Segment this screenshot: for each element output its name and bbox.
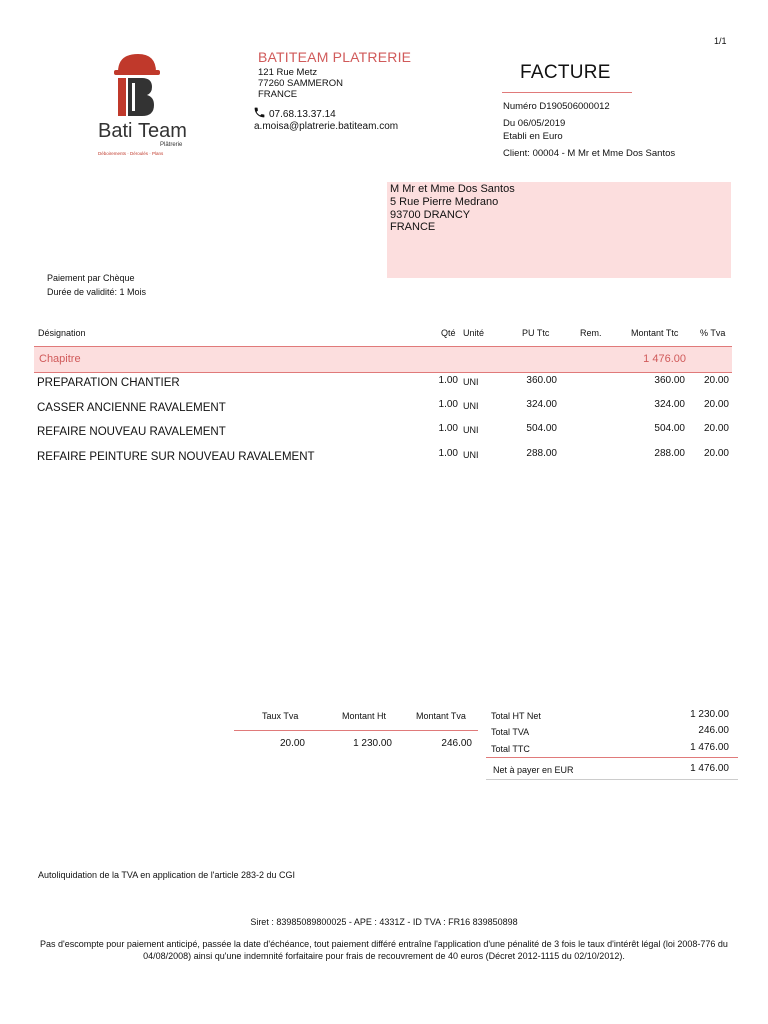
- company-country: FRANCE: [258, 89, 298, 100]
- payment-validity: Durée de validité: 1 Mois: [47, 287, 147, 297]
- row-4-unit: UNI: [463, 450, 479, 460]
- chapter-total: 1 476.00: [643, 353, 686, 365]
- header-unit: Unité: [463, 328, 485, 338]
- row-3-unit: UNI: [463, 425, 479, 435]
- header-qty: Qté: [441, 328, 456, 338]
- row-4-designation: REFAIRE PEINTURE SUR NOUVEAU RAVALEMENT: [37, 451, 315, 463]
- header-montant: Montant Ttc: [631, 328, 679, 338]
- company-logo: [94, 50, 200, 160]
- row-1-pu: 360.00: [526, 375, 557, 386]
- total-ttc-label: Total TTC: [491, 744, 530, 754]
- invoice-title: FACTURE: [520, 62, 611, 83]
- logo-tagline: Déboirements · Déroulés · Plans: [98, 151, 164, 156]
- total-ht-label: Total HT Net: [491, 711, 541, 721]
- vat-tva: 246.00: [441, 738, 472, 749]
- chapter-divider: [34, 372, 732, 373]
- company-email: a.moisa@platrerie.batiteam.com: [254, 121, 399, 132]
- company-address-line1: 121 Rue Metz: [258, 67, 318, 78]
- company-phone: [253, 106, 336, 122]
- vat-header-tva: Montant Tva: [416, 711, 466, 721]
- siret-info: Siret : 83985089800025 - APE : 4331Z - ID TVA : FR16 839850898: [250, 917, 518, 927]
- row-2-qty: 1.00: [438, 399, 458, 410]
- total-tva-value: 246.00: [698, 725, 729, 736]
- row-2-pu: 324.00: [526, 399, 557, 410]
- recipient-country: FRANCE: [390, 221, 436, 233]
- vat-ht: 1 230.00: [353, 738, 392, 749]
- net-payable-label: Net à payer en EUR: [493, 765, 574, 775]
- logo-subtitle: Plâtrerie: [160, 142, 183, 148]
- title-divider: [502, 92, 632, 93]
- total-ht-value: 1 230.00: [690, 709, 729, 720]
- header-pu: PU Ttc: [522, 328, 550, 338]
- phone-number: 07.68.13.37.14: [269, 108, 336, 120]
- row-1-designation: PREPARATION CHANTIER: [37, 377, 180, 389]
- invoice-date: Du 06/05/2019: [503, 118, 566, 129]
- company-address-line2: 77260 SAMMERON: [258, 78, 344, 89]
- vat-divider: [234, 730, 478, 731]
- row-3-designation: REFAIRE NOUVEAU RAVALEMENT: [37, 426, 226, 438]
- vat-header-ht: Montant Ht: [342, 711, 387, 721]
- header-rem: Rem.: [580, 328, 602, 338]
- row-2-designation: CASSER ANCIENNE RAVALEMENT: [37, 402, 226, 414]
- row-3-pu: 504.00: [526, 423, 557, 434]
- row-1-qty: 1.00: [438, 375, 458, 386]
- recipient-name: M Mr et Mme Dos Santos: [390, 183, 515, 195]
- total-ttc-value: 1 476.00: [690, 742, 729, 753]
- totals-bottom-divider: [486, 779, 738, 780]
- row-1-unit: UNI: [463, 377, 479, 387]
- invoice-client: Client: 00004 - M Mr et Mme Dos Santos: [503, 148, 676, 159]
- row-4-tva: 20.00: [703, 448, 729, 459]
- row-4-qty: 1.00: [438, 448, 458, 459]
- row-3-qty: 1.00: [438, 423, 458, 434]
- header-tva: % Tva: [700, 328, 726, 338]
- recipient-city: 93700 DRANCY: [390, 209, 471, 221]
- row-3-montant: 504.00: [654, 423, 685, 434]
- row-4-pu: 288.00: [526, 448, 557, 459]
- phone-icon: [253, 106, 266, 122]
- company-name: BATITEAM PLATRERIE: [258, 49, 412, 65]
- vat-legal-note: Autoliquidation de la TVA en application de l'article 283-2 du CGI: [38, 870, 296, 880]
- row-1-montant: 360.00: [654, 375, 685, 386]
- chapter-label: Chapitre: [39, 353, 81, 365]
- invoice-number: Numéro D190506000012: [503, 101, 610, 112]
- page-number: 1/1: [714, 36, 727, 46]
- row-4-montant: 288.00: [654, 448, 685, 459]
- recipient-street: 5 Rue Pierre Medrano: [390, 196, 499, 208]
- row-2-tva: 20.00: [703, 399, 729, 410]
- totals-divider: [486, 757, 738, 758]
- row-3-tva: 20.00: [703, 423, 729, 434]
- vat-header-rate: Taux Tva: [262, 711, 299, 721]
- header-designation: Désignation: [38, 328, 86, 338]
- row-2-montant: 324.00: [654, 399, 685, 410]
- logo-brand-team: Team: [138, 120, 187, 142]
- vat-rate: 20.00: [279, 738, 305, 749]
- logo-brand-bati: Bati: [98, 120, 133, 142]
- penalty-notice: Pas d'escompte pour paiement anticipé, passée la date d'échéance, tout paiement différé entraîne l'application d'une pénalité de 3 fois le taux d'intérêt légal (loi 2008-776 du 04/08/2008) ainsi qu'une indemnité forfaitaire pour frais de recouvrement de 40 euros (Décret 2012-1115 du 02/10/2012).: [40, 939, 728, 961]
- total-tva-label: Total TVA: [491, 727, 530, 737]
- row-1-tva: 20.00: [703, 375, 729, 386]
- invoice-currency: Etabli en Euro: [503, 131, 563, 142]
- payment-method: Paiement par Chèque: [47, 273, 135, 283]
- row-2-unit: UNI: [463, 401, 479, 411]
- net-payable-value: 1 476.00: [690, 763, 729, 774]
